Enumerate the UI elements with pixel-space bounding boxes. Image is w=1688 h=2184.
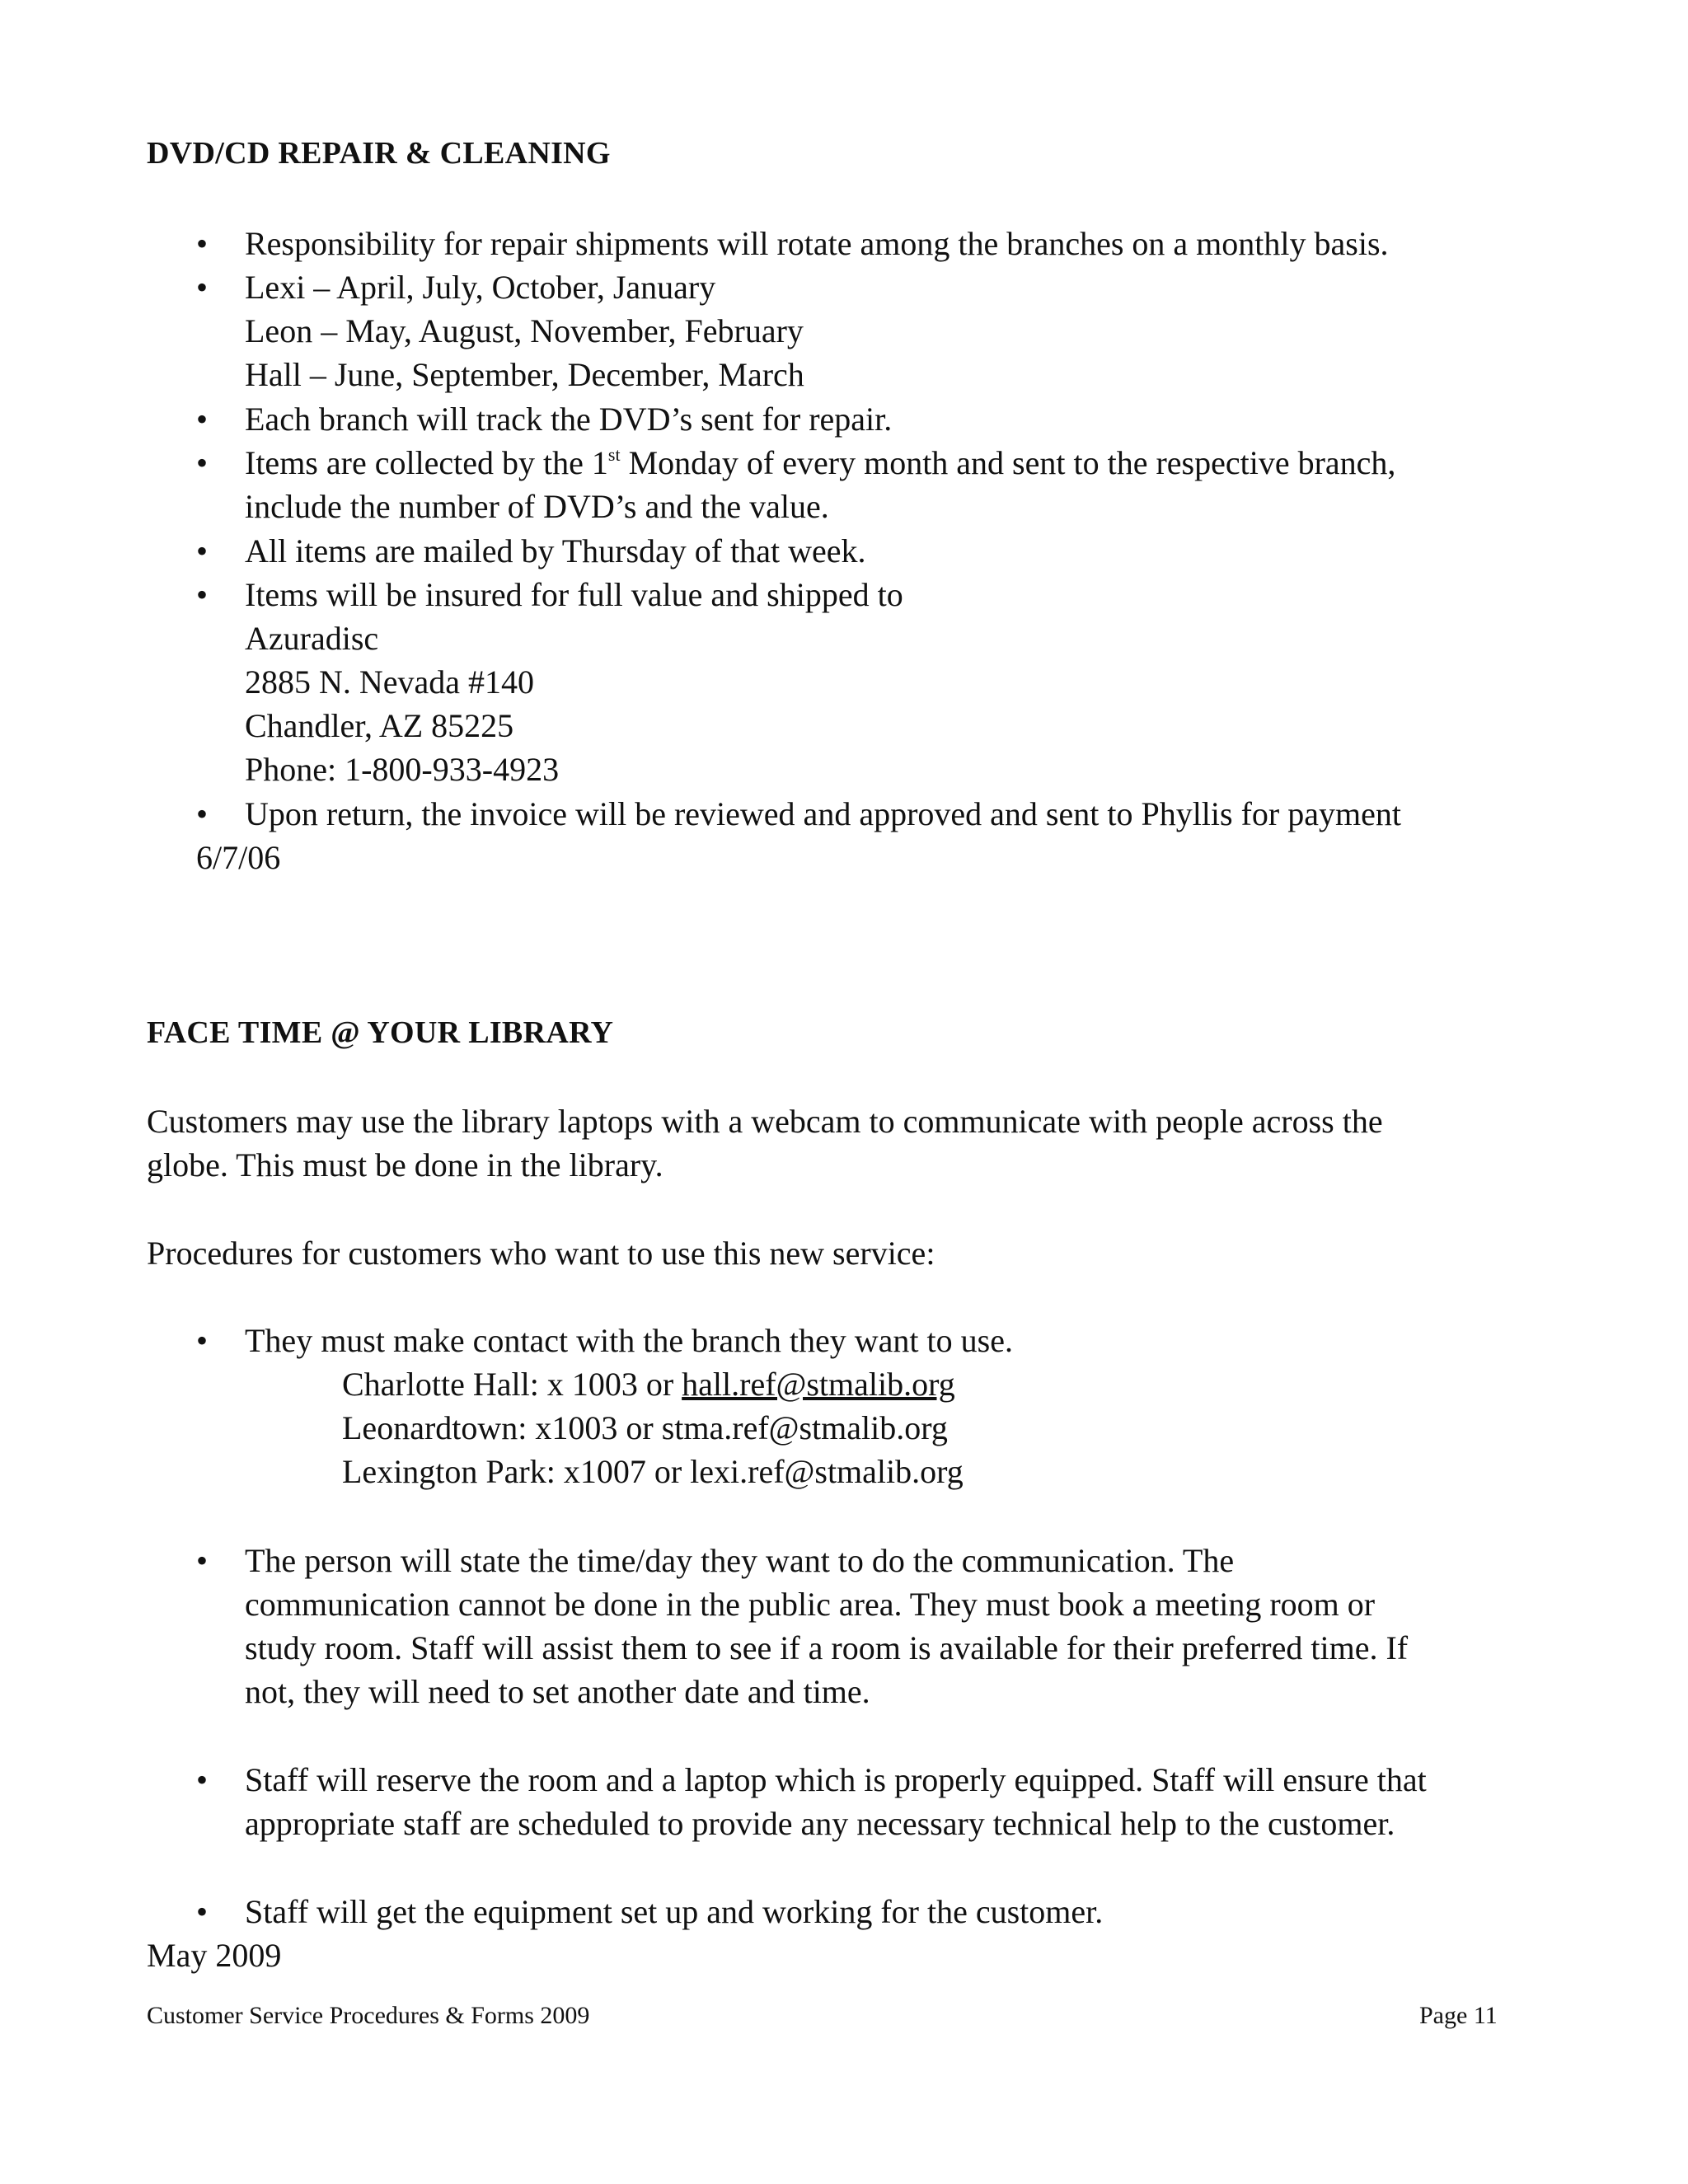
collected-text-end: Monday of every month and sent to the respective branch, bbox=[620, 444, 1396, 481]
contact-leonardtown: Leonardtown: x1003 or stma.ref@stmalib.org bbox=[342, 1409, 948, 1446]
bullet-marker bbox=[196, 530, 208, 573]
section2-date: May 2009 bbox=[147, 1937, 282, 1974]
collected-text-start: Items are collected by the 1 bbox=[245, 444, 608, 481]
face-time-intro-line2: globe. This must be done in the library. bbox=[147, 1146, 663, 1183]
face-time-bullet-time-line3: study room. Staff will assist them to see if a room is available for their preferred time. If bbox=[245, 1629, 1409, 1666]
face-time-bullet-time-line1: The person will state the time/day they want to do the communication. The bbox=[245, 1542, 1235, 1579]
bullet-marker bbox=[196, 398, 208, 441]
bullet-marker bbox=[196, 1319, 208, 1362]
procedures-intro: Procedures for customers who want to use this new service: bbox=[147, 1235, 935, 1272]
section-heading-dvd-repair: DVD/CD REPAIR & CLEANING bbox=[147, 136, 611, 171]
dvd-bullet-rotation: Responsibility for repair shipments will rotate among the branches on a monthly basis. bbox=[245, 225, 1389, 262]
bullet-marker bbox=[196, 793, 208, 836]
address-phone: Phone: 1-800-933-4923 bbox=[245, 751, 560, 788]
address-street: 2885 N. Nevada #140 bbox=[245, 663, 535, 701]
dvd-bullet-invoice: Upon return, the invoice will be reviewed and approved and sent to Phyllis for payment bbox=[245, 795, 1401, 832]
bullet-marker bbox=[196, 1891, 208, 1933]
address-company: Azuradisc bbox=[245, 620, 379, 657]
face-time-bullet-setup: Staff will get the equipment set up and working for the customer. bbox=[245, 1893, 1104, 1930]
bullet-marker bbox=[196, 223, 208, 265]
face-time-bullet-time-line2: communication cannot be done in the public area. They must book a meeting room or bbox=[245, 1586, 1376, 1623]
bullet-marker bbox=[196, 1540, 208, 1582]
bullet-marker bbox=[196, 1759, 208, 1802]
face-time-bullet-reserve-line1: Staff will reserve the room and a laptop which is properly equipped. Staff will ensure that bbox=[245, 1761, 1427, 1798]
face-time-bullet-time-line4: not, they will need to set another date and time. bbox=[245, 1673, 870, 1710]
dvd-bullet-track: Each branch will track the DVD’s sent for repair. bbox=[245, 401, 893, 438]
face-time-bullet-reserve-line2: appropriate staff are scheduled to provide any necessary technical help to the customer. bbox=[245, 1805, 1395, 1842]
dvd-schedule-leon: Leon – May, August, November, February bbox=[245, 312, 804, 349]
section-heading-face-time: FACE TIME @ YOUR LIBRARY bbox=[147, 1015, 614, 1050]
bullet-marker bbox=[196, 574, 208, 616]
bullet-marker bbox=[196, 442, 208, 485]
section1-date: 6/7/06 bbox=[196, 839, 281, 876]
face-time-intro-line1: Customers may use the library laptops with a webcam to communicate with people across the bbox=[147, 1103, 1383, 1140]
dvd-bullet-collected-cont: include the number of DVD’s and the value. bbox=[245, 488, 829, 525]
contact-lexington-park: Lexington Park: x1007 or lexi.ref@stmalib.org bbox=[342, 1453, 964, 1490]
dvd-bullet-insured: Items will be insured for full value and shipped to bbox=[245, 576, 903, 613]
address-city: Chandler, AZ 85225 bbox=[245, 707, 514, 744]
footer-page-number: Page 11 bbox=[1419, 2002, 1498, 2029]
dvd-schedule-hall: Hall – June, September, December, March bbox=[245, 356, 804, 393]
dvd-schedule-lexi: Lexi – April, July, October, January bbox=[245, 269, 716, 306]
hall-email-link[interactable]: hall.ref@stmalib.org bbox=[682, 1366, 955, 1403]
face-time-bullet-contact: They must make contact with the branch they want to use. bbox=[245, 1322, 1013, 1359]
footer-document-title: Customer Service Procedures & Forms 2009 bbox=[147, 2002, 590, 2029]
dvd-bullet-collected bbox=[245, 442, 1395, 485]
dvd-bullet-mailed: All items are mailed by Thursday of that week. bbox=[245, 532, 866, 569]
bullet-marker bbox=[196, 266, 208, 309]
contact-charlotte-hall bbox=[342, 1363, 955, 1406]
ordinal-superscript: st bbox=[607, 444, 621, 465]
contact-charlotte-hall-label: Charlotte Hall: x 1003 or bbox=[342, 1366, 682, 1403]
